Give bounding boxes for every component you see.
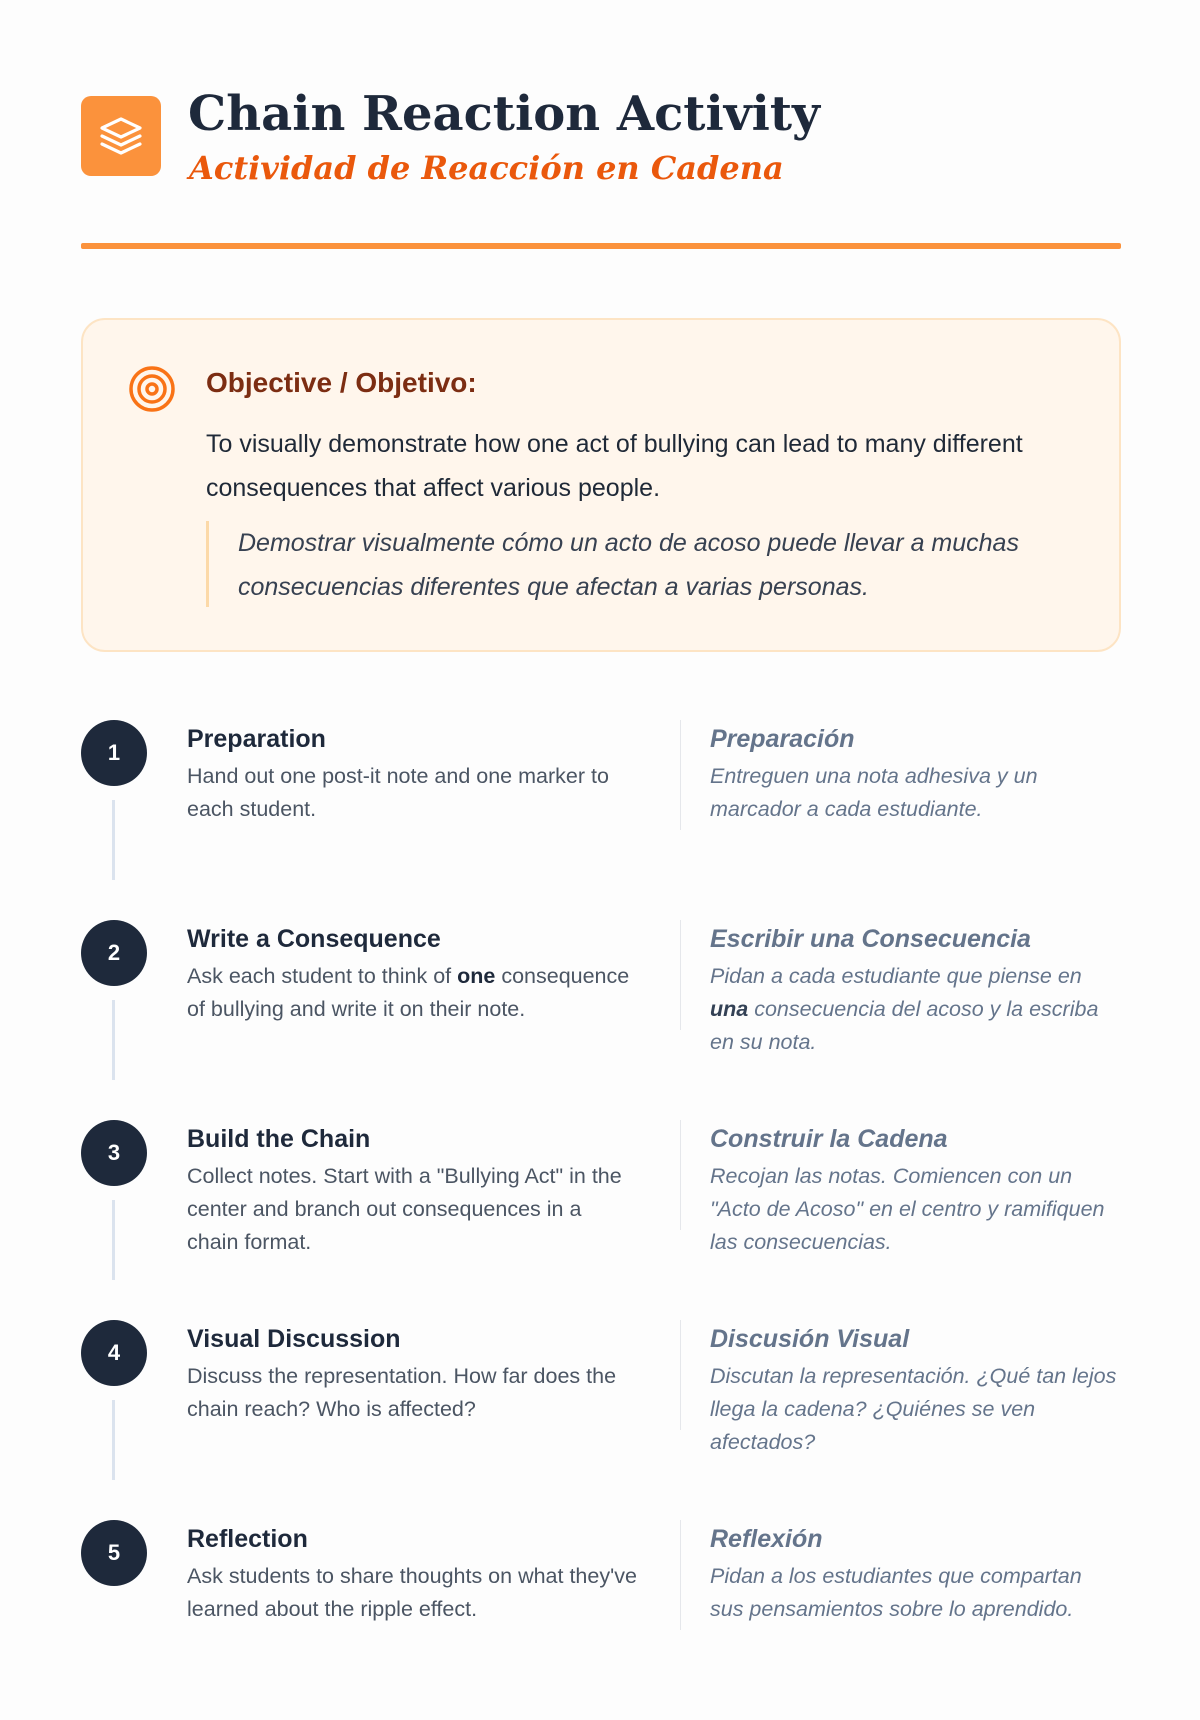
step-number-badge: 1 — [81, 720, 147, 786]
step-desc-es: Recojan las notas. Comiencen con un "Acto de Acoso" en el centro y ramifiquen las consecuencias. — [710, 1164, 1105, 1254]
column-divider — [680, 1520, 681, 1630]
step-desc-en-part: consequence of bullying and write it on their note. — [187, 964, 630, 1021]
step-connector — [112, 800, 115, 880]
step-connector — [112, 1000, 115, 1080]
step-desc-es — [710, 960, 1120, 1059]
objective-text-en: To visually demonstrate how one act of bullying can lead to many different consequences that affect various people. — [206, 430, 1023, 502]
step-title-en: Write a Consequence — [187, 925, 441, 953]
step-4 — [81, 1320, 1121, 1520]
step-title-es: Escribir una Consecuencia — [710, 925, 1031, 953]
objective-heading: Objective / Objetivo: — [206, 367, 477, 398]
step-title-es: Construir la Cadena — [710, 1125, 948, 1153]
step-title-es: Preparación — [710, 725, 855, 753]
column-divider — [680, 720, 681, 830]
step-number-badge: 3 — [81, 1120, 147, 1186]
header-divider — [81, 243, 1121, 249]
step-1 — [81, 720, 1121, 920]
step-desc-es-part: Pidan a cada estudiante que piense en — [710, 964, 1082, 988]
step-desc-en: Ask students to share thoughts on what they've learned about the ripple effect. — [187, 1564, 637, 1621]
step-connector — [112, 1200, 115, 1280]
objective-box — [81, 318, 1121, 652]
step-title-es: Discusión Visual — [710, 1325, 910, 1353]
step-title-en: Reflection — [187, 1525, 308, 1553]
page-header — [81, 86, 1121, 186]
step-number-badge: 2 — [81, 920, 147, 986]
step-number-badge: 4 — [81, 1320, 147, 1386]
step-3 — [81, 1120, 1121, 1320]
step-desc-en — [187, 960, 637, 1026]
step-title-es: Reflexión — [710, 1525, 823, 1553]
step-connector — [112, 1400, 115, 1480]
page-subtitle: Actividad de Reacción en Cadena — [189, 149, 784, 187]
objective-quote — [206, 521, 1086, 607]
objective-text-es: Demostrar visualmente cómo un acto de acoso puede llevar a muchas consecuencias diferentes que afectan a varias personas. — [238, 529, 1019, 601]
step-desc-es: Entreguen una nota adhesiva y un marcador a cada estudiante. — [710, 764, 1038, 821]
step-desc-es: Discutan la representación. ¿Qué tan lejos llega la cadena? ¿Quiénes se ven afectados? — [710, 1364, 1117, 1454]
step-desc-es-emphasis: una — [710, 997, 749, 1021]
column-divider — [680, 1120, 681, 1230]
layers-icon — [81, 96, 161, 176]
page-title: Chain Reaction Activity — [188, 86, 820, 142]
step-desc-en: Hand out one post-it note and one marker to each student. — [187, 764, 609, 821]
target-icon — [127, 364, 177, 414]
step-title-en: Preparation — [187, 725, 326, 753]
column-divider — [680, 920, 681, 1030]
step-number-badge: 5 — [81, 1520, 147, 1586]
step-desc-en: Collect notes. Start with a "Bullying Act" in the center and branch out consequences in a chain format. — [187, 1164, 622, 1254]
step-5 — [81, 1520, 1121, 1720]
step-desc-en-part: Ask each student to think of — [187, 964, 458, 988]
step-2 — [81, 920, 1121, 1120]
step-desc-es: Pidan a los estudiantes que compartan sus pensamientos sobre lo aprendido. — [710, 1564, 1082, 1621]
step-desc-es-part: consecuencia del acoso y la escriba en su nota. — [710, 997, 1099, 1054]
column-divider — [680, 1320, 681, 1430]
step-desc-en: Discuss the representation. How far does the chain reach? Who is affected? — [187, 1364, 617, 1421]
step-title-en: Build the Chain — [187, 1125, 371, 1153]
step-title-en: Visual Discussion — [187, 1325, 401, 1353]
step-desc-en-emphasis: one — [457, 964, 496, 988]
activity-page — [81, 0, 1121, 1621]
